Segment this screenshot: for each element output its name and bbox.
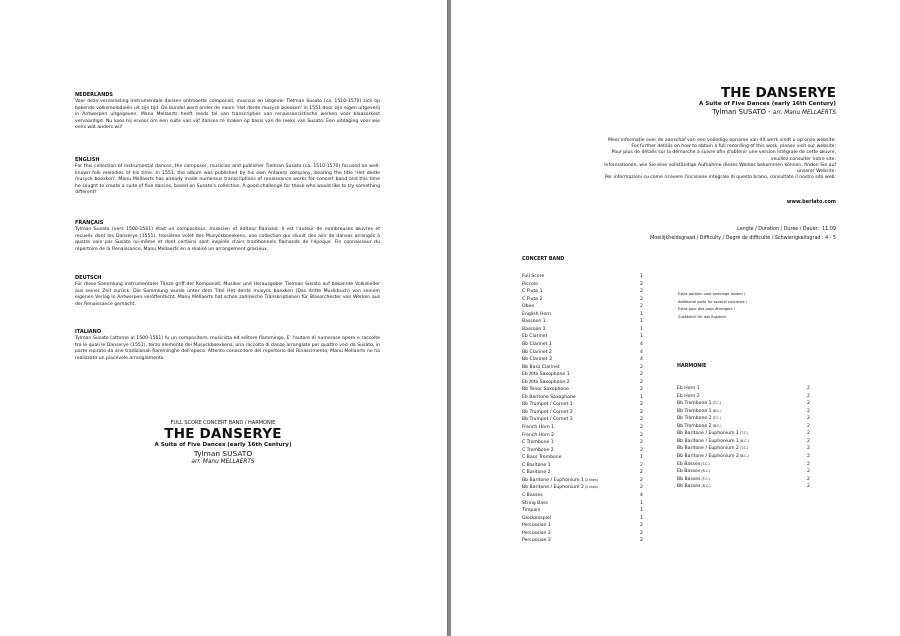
part-count: 2 [807,438,810,444]
part-row [522,469,647,476]
part-row [522,537,647,544]
right-page [451,0,900,636]
part-row [677,445,813,452]
part-row [522,439,647,446]
cover-arranger: arr. Manu MELLAERTS [191,459,255,465]
level-info [650,226,836,243]
part-name: Bb Trombone 2 (T.C.) [677,416,721,422]
part-row [677,468,813,475]
part-count: 2 [640,485,643,491]
part-count: 2 [640,402,643,408]
part-name: Eb Basses (B.C.) [677,469,711,475]
part-row [677,438,813,445]
part-name: C Bass Trombone [522,455,562,461]
score-label: FULL SCORE CONCERT BAND / HARMONIE [170,420,276,426]
part-count: 1 [640,500,643,506]
composer-line [699,108,836,117]
part-name: Bb Bass Clarinet [522,364,560,370]
part-name: Bassoon 1 [522,319,546,325]
part-row [522,477,647,484]
part-count: 1 [640,311,643,317]
part-count: 2 [640,379,643,385]
part-name: Bb Trumpet / Cornet 2 [522,409,573,415]
part-row [522,311,647,318]
part-row [522,484,647,491]
part-name: Timpani [522,508,541,514]
part-row [522,349,647,356]
part-count: 1 [640,455,643,461]
extra-line: Extra pour des pays étrangers / [678,307,735,311]
part-count: 2 [807,484,810,490]
part-count: 1 [640,274,643,279]
info-line: Meer informatie over de aanschaf van een volledige opname van dit werk vindt u op onze website: [607,138,836,143]
recording-info [516,138,836,181]
part-name: Piccolo [522,281,538,287]
composer: Tylman SUSATO - [712,108,773,116]
part-note: (B.C.) [700,484,711,489]
part-row [522,356,647,363]
part-count: 2 [807,476,810,482]
part-name: String Bass [522,500,548,506]
part-count: 2 [640,470,643,476]
arranger: arr. Manu MELLAERTS [772,110,836,116]
concert-band-heading: CONCERT BAND [522,257,565,262]
duration: Lengte / Duration / Durée / Dauer : 11:09 [737,227,836,232]
part-count: 2 [640,425,643,430]
part-row [522,454,647,461]
part-row [677,453,813,460]
part-row [522,416,647,423]
part-note: (B.C.) [711,423,722,428]
part-name: Bb Clarinet 1 [522,341,552,347]
left-page [0,0,448,636]
part-row [522,318,647,325]
part-name: Percussion 3 [522,538,551,544]
lang-heading: ENGLISH [75,157,100,163]
part-name: C Baritone 2 [522,470,551,476]
part-count: 2 [807,453,810,459]
info-line: veuillez consulter notre site: [770,156,836,162]
lang-heading: ITALIANO [75,329,102,335]
part-count: 1 [640,508,643,514]
part-name: C Trombone 2 [522,447,554,453]
part-name: Eb Baritone Saxophone [522,394,576,400]
part-name: Bb Baritone / Euphonium 2 (2 lines) [522,485,598,491]
info-line: unserer Website: [797,169,836,175]
part-name: Bb Baritone / Euphonium 1 (2 lines) [522,477,598,483]
part-note: (B.C.) [700,469,711,474]
part-row [677,393,813,400]
part-note: (B.C.) [738,438,749,443]
part-count: 2 [640,417,643,423]
part-row [522,296,647,303]
part-count: 2 [807,416,810,422]
part-row [677,430,813,437]
part-count: 2 [807,393,810,399]
part-count: 1 [640,326,643,332]
part-count: 2 [640,447,643,453]
part-row [522,500,647,507]
part-name: Bassoon 2 [522,326,546,332]
part-name: French Horn 2 [522,432,555,438]
extra-line: Additional parts for several countries / [678,299,747,304]
part-name: Eb Clarinet [522,334,548,340]
part-count: 4 [640,492,643,498]
part-row [522,401,647,408]
part-name: Oboe [522,304,535,310]
part-row [522,462,647,469]
part-row [522,379,647,386]
part-name: C Flute 2 [522,296,543,302]
info-line: Per informazioni su come ricevere l'incisione integrale di questo brano, consultate il nostro sito web: [604,175,836,181]
part-name: C Trombone 1 [522,440,554,446]
part-row [677,483,813,490]
part-row [677,400,813,407]
part-name: Bb Baritone / Euphonium 2 (B.C.) [677,453,749,459]
part-count: 1 [640,319,643,325]
website-link[interactable]: www.beriato.com [786,199,836,205]
lang-block-en [75,157,380,197]
cover-title: THE DANSERYE [164,426,282,442]
part-name: Eb Alto Saxophone 2 [522,379,570,385]
part-note: (T.C.) [738,446,749,451]
part-row [522,424,647,431]
page-subtitle: A Suite of Five Dances (early 16th Century) [698,101,836,107]
part-row [522,288,647,295]
part-row [522,333,647,340]
lang-text: Für diese Sammlung instrumentaler Tänze griff der Komponist, Musiker und Herausgeber Tielman Susato auf bekannte Volkslieder aus seiner Zeit zurück. Die Sammlung wurde unter dem Titel Het derde musyck boexken (Das dritte Musikbuch) von seinem eigenen Verlag in Antwerpen veröffentlicht. Manu Mellaerts hat schon zahlreiche Transkriptionen für Blasorchester von Werken aus der Renaissance gemacht. [75,282,380,307]
part-count: 2 [640,409,643,415]
part-count: 2 [640,432,643,438]
part-name: Bb Trumpet / Cornet 1 [522,402,573,408]
part-count: 2 [640,289,643,295]
extra-line: Zusätzlich für das Ausland: [678,314,727,319]
info-line: Pour plus de détails sur la démarche à suivre afin d'obtenir une version intégrale de cette œuvre, [611,150,836,156]
part-count: 2 [640,523,643,529]
part-name: Bb Clarinet 3 [522,357,552,363]
part-count: 2 [807,401,810,407]
part-row [522,341,647,348]
part-row [522,447,647,454]
difficulty: Moeilijkheidsgraad / Difficulty / Degré de difficulté / Schwierigkeitsgrad : 4 - 5 [650,235,836,241]
part-row [522,394,647,401]
part-row [522,492,647,499]
part-count: 2 [640,364,643,370]
part-row [522,432,647,439]
part-note: (T.C.) [711,416,721,421]
part-count: 2 [640,387,643,393]
extra-line: Extra partijen voor sommige landen / [678,292,746,296]
part-count: 2 [807,469,810,475]
part-name: Bb Clarinet 2 [522,349,552,355]
part-name: Eb Alto Saxophone 1 [522,372,570,378]
part-name: Glockenspiel [522,515,552,521]
part-row [522,409,647,416]
harmonie-heading: HARMONIE [677,364,707,369]
lang-text: Voor deze verzameling instrumentale dansen ontmoette componist, musicus en uitgever Tielman Susato (ca. 1510-1570) zich op bekende volksmelodieën uit zijn tijd. De bundel werd onder de naam 'Het derde musyck boexken' in 1551 door zijn eigen uitgeverij in Antwerpen uitgegeven. Manu Mellaerts heeft reeds tal van transcripties van renaissancistische werken voor blaasorkest vervaardigd. Nu koos hij ervoor om een suite van vijf dansen te maken op basis van de reeks van Susato. Een uitdaging voor wie eens wat anders wil! [75,99,380,131]
part-row [522,364,647,371]
part-note: (T.C.) [700,476,710,481]
part-name: Bb Trumpet / Cornet 3 [522,417,573,423]
part-count: 2 [640,530,643,536]
part-row [522,507,647,514]
part-name: Percussion 1 [522,523,551,529]
part-name: Bb Trombone 1 (B.C.) [677,408,722,414]
lang-heading: NEDERLANDS [75,92,114,98]
part-count: 2 [640,477,643,483]
part-row [522,522,647,529]
lang-heading: FRANÇAIS [75,220,104,226]
cover-block [98,420,348,466]
part-count: 2 [640,462,643,468]
part-count: 2 [807,386,810,391]
part-name: Eb Basses (T.C.) [677,461,710,467]
part-count: 2 [807,461,810,467]
part-count: 1 [640,515,643,521]
part-name: Bb Baritone / Euphonium 1 (B.C.) [677,438,749,444]
cover-composer: Tylman SUSATO [193,449,253,458]
part-name: English Horn [522,311,552,317]
part-count: 2 [640,281,643,287]
part-row [522,326,647,333]
part-name: C Basses [522,492,543,498]
part-count: 4 [640,357,643,363]
part-count: 2 [807,431,810,437]
part-note: (T.C.) [711,401,721,406]
part-note: (2 lines) [583,477,598,482]
part-row [677,415,813,422]
part-row [677,461,813,468]
part-count: 4 [640,349,643,355]
lang-text: For this collection of instrumental dances, the composer, musician and publisher Tielman Susato (ca. 1510-1570) focused on well-known folk melodies of his time. In 1551, the album was published by his own Antwerp company, bearing the title 'Het derde musyck boexken'. Manu Mellaerts has already made numerous transcriptions of renaissance works for concert band and this time he sought to create a suite of five dances, based on Susato's collection. A good challenge for those who would like to try something different! [75,164,380,196]
lang-text: Tylman Susato (attorno al 1500-1561) fu un compositore, musicista ed editore fiammingo. E' l'autore di numerose opere e raccolte tra le quali le Danserye (1551), terzo elemento dei Musyckboexkens, una raccolta di danze arrangiate per quattro voci da Susato, in parte ispirate da arie tradizionali fiamminghe dell'epoca. Attento conoscitore del repertorio del Rinascimento, Manu Mellaerts ne ha realizzato un piacevole arrangiamento. [75,336,380,361]
part-count: 2 [807,408,810,414]
lang-block-it [75,329,380,362]
part-count: 2 [807,446,810,452]
part-count: 2 [807,423,810,429]
lang-block-nl [75,92,380,132]
part-note: (T.C.) [700,461,710,466]
part-row [522,530,647,537]
part-name: Bb Basses (B.C.) [677,484,711,490]
part-row [677,408,813,415]
part-note: (B.C.) [738,453,749,458]
part-name: C Flute 1 [522,289,543,295]
part-name: Percussion 2 [522,530,551,536]
part-name: Full Score [522,274,545,279]
part-count: 2 [640,304,643,310]
page-title: THE DANSERYE [721,85,836,101]
part-name: Bb Basses (T.C.) [677,476,710,482]
lang-heading: DEUTSCH [75,275,102,281]
part-row [522,281,647,288]
part-count: 2 [640,440,643,446]
lang-text: Tylman Susato (vers 1500-1561) était un compositeur, musicien et éditeur flamand. Il est l'auteur de nombreuses œuvres et recueils dont les Danserye (1551), troisième volet des Musyckboexkens, une collection qui réunit des airs de danses arrangés à quatre voix par Susato lui-même et dont certains sont inspirés d'airs traditionnels flamands de l'époque. Fin connaisseur du répertoire de la Renaissance, Manu Mellaerts en a réalisé un arrangement gracieux. [75,227,380,252]
part-name: French Horn 1 [522,425,555,430]
part-row [522,515,647,522]
part-count: 4 [640,341,643,347]
part-name: Bb Baritone / Euphonium 2 (T.C.) [677,446,749,452]
part-note: (2 lines) [583,485,598,490]
part-count: 2 [640,538,643,544]
part-row [522,386,647,393]
part-name: Bb Baritone / Euphonium 1 (T.C.) [677,431,749,437]
part-row [677,423,813,430]
part-name: Bb Tenor Saxophone [522,387,569,393]
part-row [522,371,647,378]
info-line: Informationen, wie Sie eine vollständige Aufnahme dieses Werkes bekommen können, finden Sie auf [604,162,836,168]
extra-parts-note [678,291,747,321]
lang-block-fr [75,220,380,253]
title-block [699,86,836,117]
part-name: C Baritone 1 [522,462,551,468]
part-row [677,476,813,483]
part-name: Bb Trombone 1 (T.C.) [677,401,721,407]
lang-block-de [75,275,380,308]
part-count: 2 [640,372,643,378]
info-line: For further details on how to obtain a full recording of this work, please visit our website: [631,144,836,150]
part-name: Eb Horn 2 [677,393,700,399]
part-count: 1 [640,334,643,340]
part-note: (T.C.) [738,431,749,436]
part-count: 2 [640,296,643,302]
part-name: Bb Trombone 2 (B.C.) [677,423,722,429]
part-name: Eb Horn 1 [677,386,700,391]
part-count: 1 [640,394,643,400]
cover-subtitle: A Suite of Five Dances (early 16th Century) [154,442,292,448]
part-row [677,385,813,392]
part-row [522,303,647,310]
part-row [522,273,647,280]
part-note: (B.C.) [711,408,722,413]
